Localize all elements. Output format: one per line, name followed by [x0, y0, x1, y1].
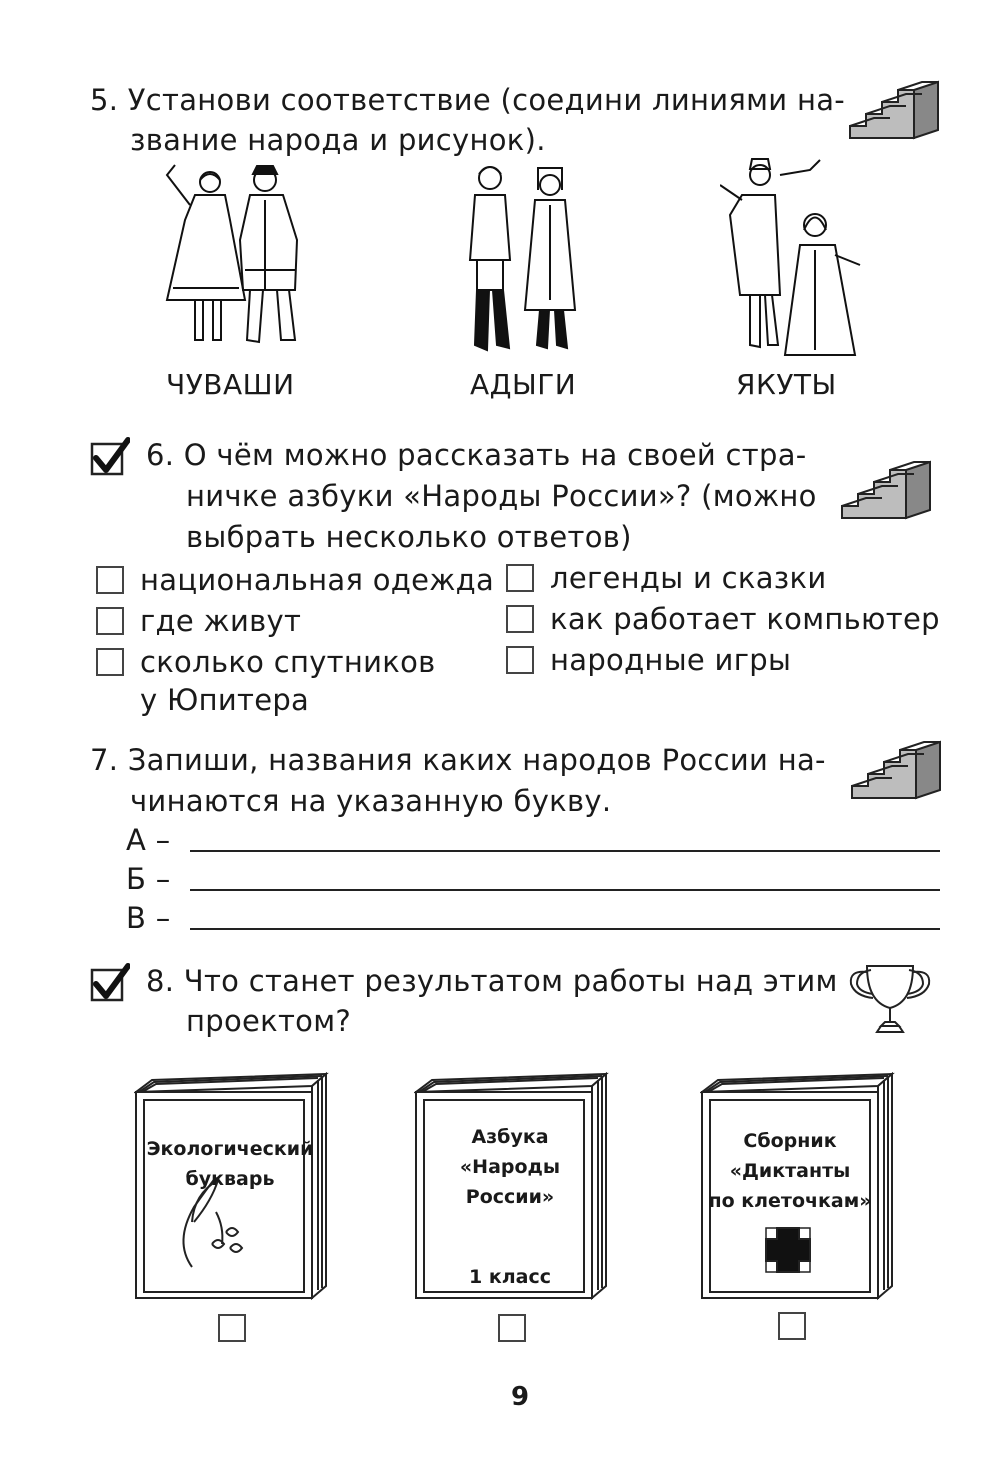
book3-checkbox[interactable] — [778, 1312, 806, 1340]
book2-title-2: «Народы — [459, 1156, 561, 1178]
option-checkbox-legends[interactable] — [506, 564, 534, 592]
stairs-icon — [848, 80, 940, 140]
answer-line-b[interactable] — [190, 889, 940, 891]
book2-grade: 1 класс — [469, 1266, 551, 1288]
option-label-computer: как работает компьютер — [550, 602, 940, 636]
book1-title-1: Экологический — [146, 1138, 314, 1160]
option-checkbox-jupiter[interactable] — [96, 648, 124, 676]
option-label-games: народные игры — [550, 643, 792, 677]
task6-line3: выбрать несколько ответов) — [186, 520, 632, 554]
letter-v-label: В – — [126, 901, 171, 935]
option-checkbox-computer[interactable] — [506, 605, 534, 633]
book1-checkbox[interactable] — [218, 1314, 246, 1342]
book2-title-3: России» — [465, 1186, 555, 1208]
option-checkbox-clothing[interactable] — [96, 566, 124, 594]
book3-title-1: Сборник — [743, 1130, 837, 1152]
option-checkbox-games[interactable] — [506, 646, 534, 674]
yakut-couple-illustration — [720, 155, 870, 360]
book2-checkbox[interactable] — [498, 1314, 526, 1342]
task6-line2: ничке азбуки «Народы России»? (можно — [186, 479, 817, 513]
adyg-couple-illustration — [465, 160, 585, 360]
people-label-adygi: АДЫГИ — [470, 368, 577, 401]
people-label-chuvashi: ЧУВАШИ — [166, 368, 295, 401]
chuvash-couple-illustration — [155, 160, 315, 360]
book3-title-2: «Диктанты — [729, 1160, 851, 1182]
checkmark-icon — [90, 436, 130, 476]
letter-a-label: А – — [126, 823, 171, 857]
task5-line2: звание народа и рисунок). — [130, 123, 546, 157]
book2-title-1: Азбука — [471, 1126, 549, 1148]
book3-title-3: по клеточкам» — [708, 1190, 872, 1212]
task8-line2: проектом? — [186, 1004, 352, 1038]
answer-line-a[interactable] — [190, 850, 940, 852]
checkmark-icon — [90, 962, 130, 1002]
task5-line1: 5. Установи соответствие (соедини линиями на- — [90, 83, 846, 117]
task6-line1: 6. О чём можно рассказать на своей стра- — [146, 438, 807, 472]
option-label-where-live: где живут — [140, 604, 302, 638]
option-label-legends: легенды и сказки — [550, 561, 827, 595]
letter-b-label: Б – — [126, 862, 171, 896]
option-label-clothing: национальная одежда — [140, 563, 495, 597]
trophy-icon — [845, 960, 935, 1038]
book1-title-2: букварь — [185, 1168, 275, 1190]
task8-line1: 8. Что станет результатом работы над этим — [146, 964, 838, 998]
stairs-icon — [850, 740, 942, 800]
people-label-yakuty: ЯКУТЫ — [736, 368, 837, 401]
stairs-icon — [840, 460, 932, 520]
task7-line1: 7. Запиши, названия каких народов России на- — [90, 743, 826, 777]
page-number: 9 — [510, 1382, 530, 1412]
option-label-jupiter-1: сколько спутников — [140, 645, 436, 679]
answer-line-v[interactable] — [190, 928, 940, 930]
option-label-jupiter-2: у Юпитера — [140, 683, 310, 717]
task7-line2: чинаются на указанную букву. — [130, 784, 612, 818]
option-checkbox-where-live[interactable] — [96, 607, 124, 635]
